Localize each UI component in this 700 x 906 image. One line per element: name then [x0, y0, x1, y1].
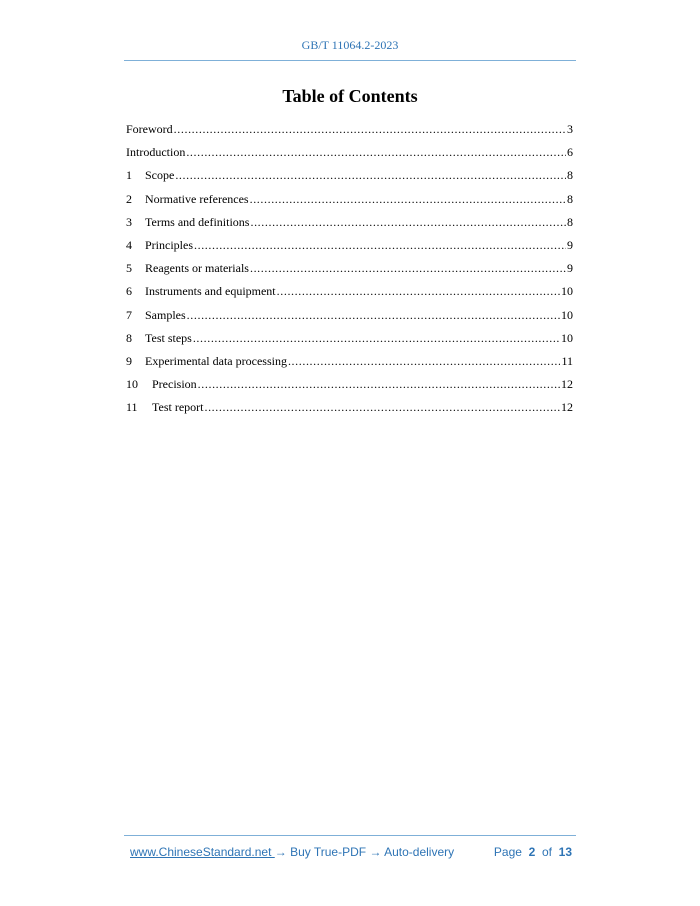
auto-delivery-text: Auto-delivery [381, 845, 455, 859]
toc-entry[interactable] [126, 374, 573, 397]
toc-entry[interactable] [126, 212, 573, 235]
toc-entry-number: 8 [126, 330, 132, 345]
toc-entry[interactable] [126, 328, 573, 351]
toc-entry[interactable] [126, 397, 573, 420]
toc-entry[interactable] [126, 235, 573, 258]
document-header-title: GB/T 11064.2-2023 [301, 38, 399, 52]
toc-leader-dots [288, 351, 560, 371]
toc-entry-page: 12 [561, 377, 573, 392]
header-divider [124, 60, 576, 61]
buy-pdf-text: Buy True-PDF [286, 845, 370, 859]
toc-entry-number: 1 [126, 168, 132, 183]
toc-leader-dots [187, 305, 560, 325]
toc-entry-label: Experimental data processing [145, 353, 287, 368]
toc-entry-label: Normative references [145, 191, 249, 206]
toc-entry-page: 9 [567, 237, 573, 252]
toc-entry-label: Scope [145, 168, 175, 183]
toc-entry[interactable] [126, 119, 573, 142]
toc-leader-dots [277, 281, 560, 301]
toc-entry[interactable] [126, 142, 573, 165]
toc-leader-dots [198, 374, 560, 394]
toc-entry-label: Precision [152, 377, 197, 392]
toc-entry-number: 5 [126, 261, 132, 276]
toc-entry-label: Samples [145, 307, 186, 322]
toc-leader-dots [250, 212, 566, 232]
toc-entry-page: 10 [561, 284, 573, 299]
toc-entry-page: 10 [561, 330, 573, 345]
toc-leader-dots [250, 189, 566, 209]
toc-leader-dots [193, 328, 560, 348]
toc-leader-dots [250, 258, 566, 278]
toc-entry-number: 9 [126, 353, 132, 368]
toc-entry-label: Introduction [126, 145, 186, 160]
toc-entry[interactable] [126, 305, 573, 328]
toc-entry-page: 8 [567, 191, 573, 206]
toc-leader-dots [186, 142, 566, 162]
toc-entry-page: 3 [567, 122, 573, 136]
toc-heading: Table of Contents [282, 86, 418, 106]
toc-entry-page: 6 [567, 145, 573, 160]
toc-entry-label: Test steps [145, 330, 192, 345]
website-link[interactable]: www.ChineseStandard.net [130, 845, 275, 859]
toc-entry[interactable] [126, 189, 573, 212]
toc-entry-page: 8 [567, 168, 573, 183]
toc-entry-number: 10 [126, 377, 138, 392]
toc-leader-dots [174, 119, 566, 139]
toc-entry[interactable] [126, 258, 573, 281]
page-total: 13 [558, 845, 572, 859]
toc-entry[interactable] [126, 165, 573, 188]
table-of-contents [126, 119, 573, 420]
toc-entry-page: 10 [561, 307, 573, 322]
toc-entry-label: Foreword [126, 122, 173, 136]
toc-entry-label: Principles [145, 237, 193, 252]
toc-leader-dots [194, 235, 566, 255]
page-label: Page [493, 845, 522, 859]
toc-entry-label: Reagents or materials [145, 261, 249, 276]
page-current: 2 [528, 845, 536, 859]
toc-entry-label: Test report [152, 400, 204, 415]
toc-leader-dots [175, 165, 566, 185]
toc-entry-page: 12 [561, 400, 573, 415]
footer-divider [124, 835, 576, 836]
footer-promo [130, 845, 454, 859]
toc-entry-number: 4 [126, 237, 132, 252]
toc-entry-number: 6 [126, 284, 132, 299]
toc-entry-number: 3 [126, 214, 132, 229]
of-label: of [541, 845, 552, 859]
page-footer [130, 845, 572, 861]
toc-entry-number: 11 [126, 400, 138, 415]
toc-leader-dots [204, 397, 560, 417]
toc-entry-page: 9 [567, 261, 573, 276]
toc-entry-page: 11 [561, 353, 573, 368]
arrow-right-icon: → [369, 845, 382, 859]
toc-entry[interactable] [126, 281, 573, 304]
toc-entry-label: Instruments and equipment [145, 284, 276, 299]
toc-entry-number: 7 [126, 307, 132, 322]
toc-entry-page: 8 [567, 214, 573, 229]
arrow-right-icon: → [274, 845, 287, 859]
toc-entry-label: Terms and definitions [145, 214, 250, 229]
page-indicator [494, 845, 572, 859]
toc-entry[interactable] [126, 351, 573, 374]
toc-entry-number: 2 [126, 191, 132, 206]
